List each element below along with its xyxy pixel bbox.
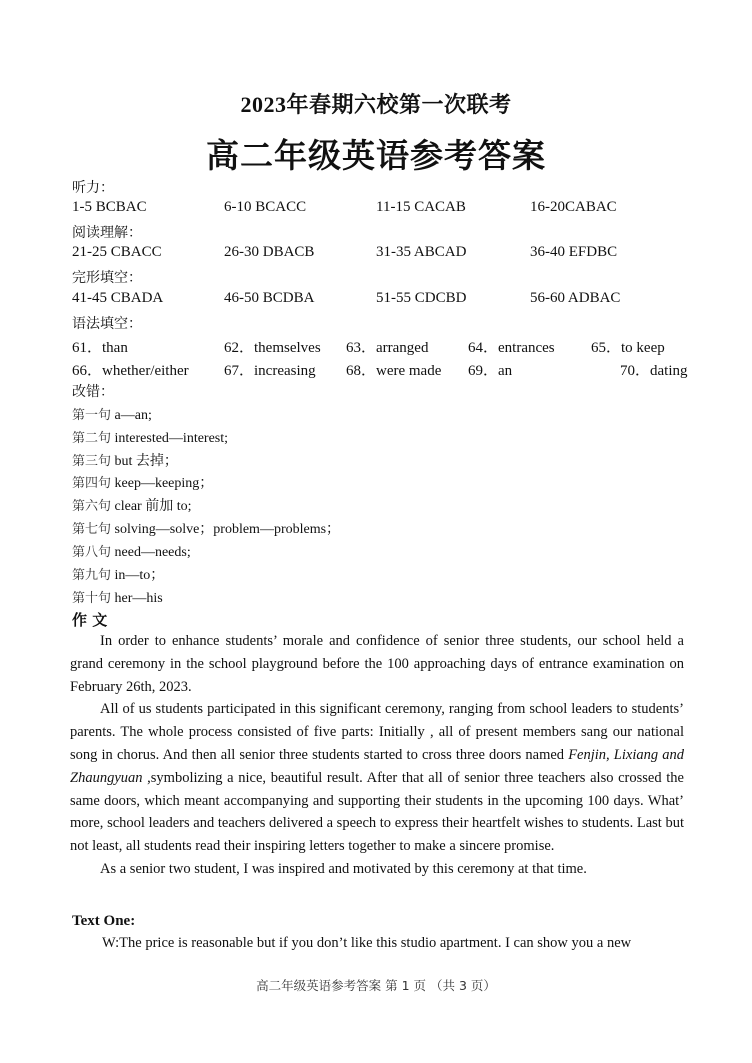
correction-line-label: 第七句 — [72, 522, 112, 537]
page-footer: 高二年级英语参考答案 第 1 页 （共 3 页） — [256, 978, 496, 993]
grammar-item: 65．to keep — [591, 340, 665, 356]
correction-text: a—an; — [114, 408, 152, 423]
answer-group: 31-35 ABCAD — [376, 244, 467, 260]
answer-group: 46-50 BCDBA — [224, 290, 315, 306]
cloze-label: 完形填空： — [72, 270, 142, 286]
correction-line-label: 第十句 — [72, 591, 112, 606]
correction-item — [72, 541, 191, 561]
grammar-item: 66．whether/either — [72, 363, 189, 379]
answer-group: 41-45 CBADA — [72, 290, 164, 306]
correction-text: but 去掉； — [114, 454, 178, 469]
correction-item — [72, 518, 340, 538]
correction-line-label: 第九句 — [72, 568, 112, 583]
grammar-label: 语法填空： — [72, 316, 142, 332]
correction-text: her—his — [114, 591, 163, 606]
correction-text: in—to； — [114, 568, 165, 583]
answer-group: 56-60 ADBAC — [530, 290, 621, 306]
correction-line-label: 第三句 — [72, 454, 112, 469]
correction-item — [72, 472, 213, 492]
grammar-item: 64．entrances — [468, 340, 555, 356]
correction-item — [72, 404, 152, 424]
answer-group: 36-40 EFDBC — [530, 244, 618, 260]
grammar-answers-row1 — [72, 336, 712, 356]
correction-line-label: 第四句 — [72, 476, 112, 491]
essay-body — [70, 630, 684, 881]
grammar-item: 68．were made — [346, 363, 442, 379]
text-one-line: W:The price is reasonable but if you don’t like this studio apartment. I can show you a new — [102, 935, 632, 951]
answer-group: 16-20CABAC — [530, 199, 617, 215]
correction-label: 改错： — [72, 384, 114, 400]
listening-label: 听力： — [72, 180, 114, 196]
correction-item — [72, 495, 192, 515]
essay-paragraph-1: In order to enhance students’ morale and confidence of senior three students, our school held a grand ceremony in the school playground before the 100 approaching days of entrance examination on February 26th, 2023. — [70, 633, 684, 695]
answer-group: 26-30 DBACB — [224, 244, 315, 260]
grammar-answers-row2 — [72, 359, 712, 379]
door-names: Fenjin, Lixiang and Zhaungyuan — [70, 746, 684, 786]
answer-group: 51-55 CDCBD — [376, 290, 467, 306]
reading-label: 阅读理解： — [72, 225, 142, 241]
essay-p2-start: All of us students participated in this significant ceremony, ranging from school leaders to students’ parents. The whole process consisted of five parts: Initially , all of present members sang our national song in chorus. And then all senior three students started to cross three doors named — [70, 701, 684, 763]
correction-item — [72, 450, 178, 470]
correction-text: solving—solve；problem—problems； — [114, 522, 341, 537]
correction-item — [72, 427, 228, 447]
grammar-item: 70．dating — [620, 363, 688, 379]
exam-title: 2023年春期六校第一次联考 — [240, 92, 512, 117]
reading-answers — [72, 244, 712, 264]
correction-line-label: 第八句 — [72, 545, 112, 560]
correction-text: keep—keeping； — [114, 476, 214, 491]
essay-p2-end: ,symbolizing a nice, beautiful result. After that all of senior three teachers also crossed the same doors, which meant accompanying and supporting their students in the upcoming 100 days. What’ more, school leaders and teachers delivered a speech to express their heartfelt wishes to students. Last but not least, all students read their inspiring letters together to make a sincere promise. — [70, 769, 684, 855]
listening-answers — [72, 199, 712, 219]
grammar-item: 61．than — [72, 340, 128, 356]
grammar-item: 69．an — [468, 363, 513, 379]
grammar-item: 62．themselves — [224, 340, 321, 356]
writing-label: 作 文 — [72, 611, 108, 629]
answer-group: 21-25 CBACC — [72, 244, 162, 260]
correction-item — [72, 587, 163, 607]
correction-item — [72, 564, 164, 584]
correction-line-label: 第六句 — [72, 499, 112, 514]
cloze-answers — [72, 290, 712, 310]
answer-group: 11-15 CACAB — [376, 199, 466, 215]
correction-text: need—needs; — [114, 545, 191, 560]
correction-line-label: 第一句 — [72, 408, 112, 423]
text-one-heading: Text One: — [72, 913, 136, 929]
answer-key-title: 高二年级英语参考答案 — [206, 139, 546, 175]
grammar-item: 63．arranged — [346, 340, 429, 356]
answer-group: 6-10 BCACC — [224, 199, 307, 215]
grammar-item: 67．increasing — [224, 363, 316, 379]
answer-group: 1-5 BCBAC — [72, 199, 147, 215]
correction-text: clear 前加 to; — [114, 499, 192, 514]
correction-line-label: 第二句 — [72, 431, 112, 446]
essay-paragraph-3: As a senior two student, I was inspired and motivated by this ceremony at that time. — [100, 860, 587, 877]
correction-text: interested—interest; — [114, 431, 229, 446]
essay-paragraph-2 — [70, 698, 684, 858]
